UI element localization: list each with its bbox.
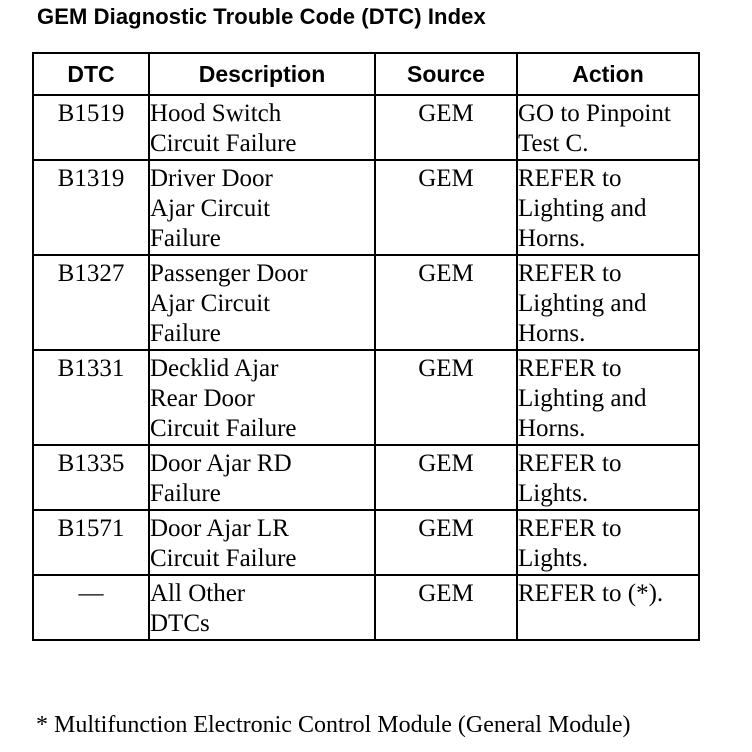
- description-line: Rear Door: [150, 385, 255, 412]
- table-row: [33, 255, 699, 350]
- action-line: Horns.: [518, 415, 586, 442]
- table-row: [33, 445, 699, 510]
- source-cell: GEM: [375, 160, 517, 255]
- action-line: REFER to: [518, 165, 622, 192]
- description-line: Decklid Ajar: [150, 355, 279, 382]
- action-cell: [517, 510, 699, 575]
- description-line: Hood Switch: [150, 100, 282, 127]
- table-row: [33, 350, 699, 445]
- description-line: Driver Door: [150, 165, 273, 192]
- table-body: [33, 95, 699, 640]
- dtc-code-cell: B1519: [33, 95, 149, 160]
- column-header-dtc: DTC: [33, 53, 149, 95]
- action-line: Test C.: [518, 130, 589, 157]
- action-line: Lights.: [518, 545, 589, 572]
- table-row: [33, 95, 699, 160]
- source-cell: GEM: [375, 350, 517, 445]
- action-cell: [517, 95, 699, 160]
- description-cell: [149, 350, 375, 445]
- dtc-code-cell: B1327: [33, 255, 149, 350]
- description-cell: [149, 160, 375, 255]
- dtc-code-cell: B1571: [33, 510, 149, 575]
- description-line: Door Ajar RD: [150, 450, 292, 477]
- source-cell: GEM: [375, 95, 517, 160]
- action-cell: [517, 160, 699, 255]
- dtc-index-table: [32, 52, 700, 641]
- table-row: [33, 510, 699, 575]
- action-line: REFER to: [518, 515, 622, 542]
- column-header-description: Description: [149, 53, 375, 95]
- description-line: Door Ajar LR: [150, 515, 289, 542]
- description-line: DTCs: [150, 610, 210, 637]
- description-cell: [149, 95, 375, 160]
- action-cell: [517, 255, 699, 350]
- source-cell: GEM: [375, 575, 517, 640]
- description-line: Failure: [150, 480, 221, 507]
- source-cell: GEM: [375, 445, 517, 510]
- description-line: Circuit Failure: [150, 545, 297, 572]
- action-line: Lighting and: [518, 195, 647, 222]
- action-line: GO to Pinpoint: [518, 100, 671, 127]
- dtc-code-cell: —: [33, 575, 149, 640]
- description-cell: [149, 445, 375, 510]
- action-line: Lighting and: [518, 385, 647, 412]
- description-line: Passenger Door: [150, 260, 308, 287]
- description-cell: [149, 255, 375, 350]
- table-row: [33, 575, 699, 640]
- description-line: Ajar Circuit: [150, 195, 271, 222]
- description-line: Circuit Failure: [150, 130, 297, 157]
- description-line: All Other: [150, 580, 246, 607]
- action-cell: [517, 350, 699, 445]
- action-line: REFER to: [518, 355, 622, 382]
- action-line: REFER to: [518, 260, 622, 287]
- description-line: Ajar Circuit: [150, 290, 271, 317]
- column-header-action: Action: [517, 53, 699, 95]
- dtc-code-cell: B1331: [33, 350, 149, 445]
- table-header-row: [33, 53, 699, 95]
- action-cell: [517, 445, 699, 510]
- description-line: Failure: [150, 225, 221, 252]
- description-line: Circuit Failure: [150, 415, 297, 442]
- description-cell: [149, 575, 375, 640]
- dtc-code-cell: B1335: [33, 445, 149, 510]
- action-cell: [517, 575, 699, 640]
- dtc-code-cell: B1319: [33, 160, 149, 255]
- source-cell: GEM: [375, 510, 517, 575]
- action-line: REFER to (*).: [518, 580, 664, 607]
- action-line: Lighting and: [518, 290, 647, 317]
- description-line: Failure: [150, 320, 221, 347]
- footnote: * Multifunction Electronic Control Module (General Module): [36, 712, 631, 738]
- action-line: Lights.: [518, 480, 589, 507]
- column-header-source: Source: [375, 53, 517, 95]
- description-cell: [149, 510, 375, 575]
- source-cell: GEM: [375, 255, 517, 350]
- table-row: [33, 160, 699, 255]
- action-line: Horns.: [518, 225, 586, 252]
- action-line: Horns.: [518, 320, 586, 347]
- page-title: GEM Diagnostic Trouble Code (DTC) Index: [37, 4, 486, 29]
- action-line: REFER to: [518, 450, 622, 477]
